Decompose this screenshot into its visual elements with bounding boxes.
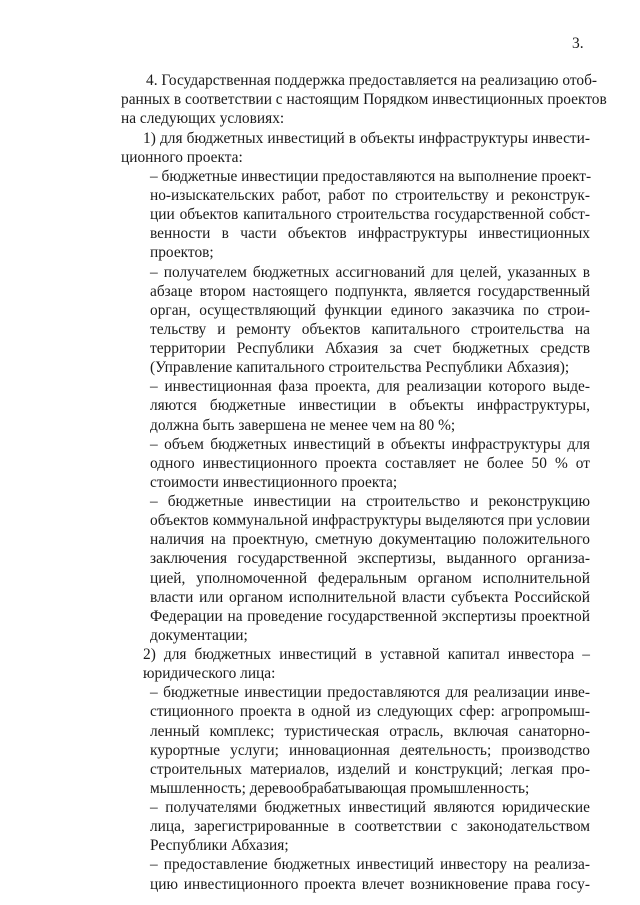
text-line: 2) для бюджетных инвестиций в уставной капитал инвестора – (143, 646, 590, 663)
text-line: цией, уполномоченной федеральным органом исполнительной (150, 570, 590, 587)
text-line: должна быть завершена не менее чем на 80 %; (150, 417, 456, 434)
text-line: наличия на проектную, сметную документацию положительного (150, 531, 590, 548)
text-line: – объем бюджетных инвестиций в объекты инфраструктуры для (150, 436, 590, 453)
text-line: венности в части объектов инфраструктуры инвестиционных (150, 225, 590, 242)
text-line: стоимости инвестиционного проекта; (150, 474, 398, 491)
text-line: орган, осуществляющий функции единого заказчика по строи- (150, 302, 590, 319)
text-line: ранных в соответствии с настоящим Порядком инвестиционных проектов (121, 91, 607, 108)
text-line: (Управление капитального строительства Республики Абхазия); (150, 359, 570, 376)
text-line: ленный комплекс; туристическая отрасль, включая санаторно- (150, 723, 590, 740)
text-line: – предоставление бюджетных инвестиций инвестору на реализа- (150, 856, 590, 873)
text-line: проектов; (150, 244, 214, 261)
text-line: цию инвестиционного проекта влечет возникновение права госу- (150, 876, 590, 893)
text-line: мышленность; деревообрабатывающая промышленность; (150, 780, 530, 797)
text-line: 1) для бюджетных инвестиций в объекты инфраструктуры инвести- (143, 130, 590, 147)
text-line: но-изыскательских работ, работ по строительству и реконструк- (150, 187, 590, 204)
text-line: – инвестиционная фаза проекта, для реализации которого выде- (150, 378, 590, 395)
text-line: заключения государственной экспертизы, выданного организа- (150, 550, 590, 567)
text-line: документации; (150, 627, 248, 644)
text-line: стиционного проекта в одной из следующих сфер: агропромыш- (150, 703, 590, 720)
text-line: – получателями бюджетных инвестиций являются юридические (150, 799, 590, 816)
text-line: юридического лица: (143, 665, 276, 682)
text-line: Федерации на проведение государственной экспертизы проектной (150, 608, 590, 625)
text-line: ционного проекта: (121, 149, 243, 166)
text-line: территории Республики Абхазия за счет бюджетных средств (150, 340, 590, 357)
text-line: абзаце втором настоящего подпункта, является государственный (150, 283, 590, 300)
text-line: курортные услуги; инновационная деятельность; производство (150, 742, 590, 759)
text-line: объектов коммунальной инфраструктуры выделяются при условии (150, 512, 590, 529)
text-line: тельству и ремонту объектов капитального строительства на (150, 321, 590, 338)
text-line: ляются бюджетные инвестиции в объекты инфраструктуры, (150, 397, 590, 414)
page-number: 3. (572, 35, 584, 52)
text-line: строительных материалов, изделий и конструкций; легкая про- (150, 761, 590, 778)
text-line: – бюджетные инвестиции предоставляются для реализации инве- (150, 684, 590, 701)
text-line: лица, зарегистрированные в соответствии с законодательством (150, 818, 590, 835)
text-line: – бюджетные инвестиции предоставляются на выполнение проект- (150, 168, 592, 185)
text-line: одного инвестиционного проекта составляет не более 50 % от (150, 455, 590, 472)
text-line: – получателем бюджетных ассигнований для целей, указанных в (150, 264, 590, 281)
text-line: 4. Государственная поддержка предоставляется на реализацию отоб- (146, 72, 598, 89)
text-line: – бюджетные инвестиции на строительство и реконструкцию (150, 493, 590, 510)
text-line: Республики Абхазия; (150, 837, 289, 854)
text-line: на следующих условиях: (121, 110, 285, 127)
text-line: власти или органом исполнительной власти субъекта Российской (150, 589, 590, 606)
text-line: ции объектов капитального строительства государственной собст- (150, 206, 590, 223)
